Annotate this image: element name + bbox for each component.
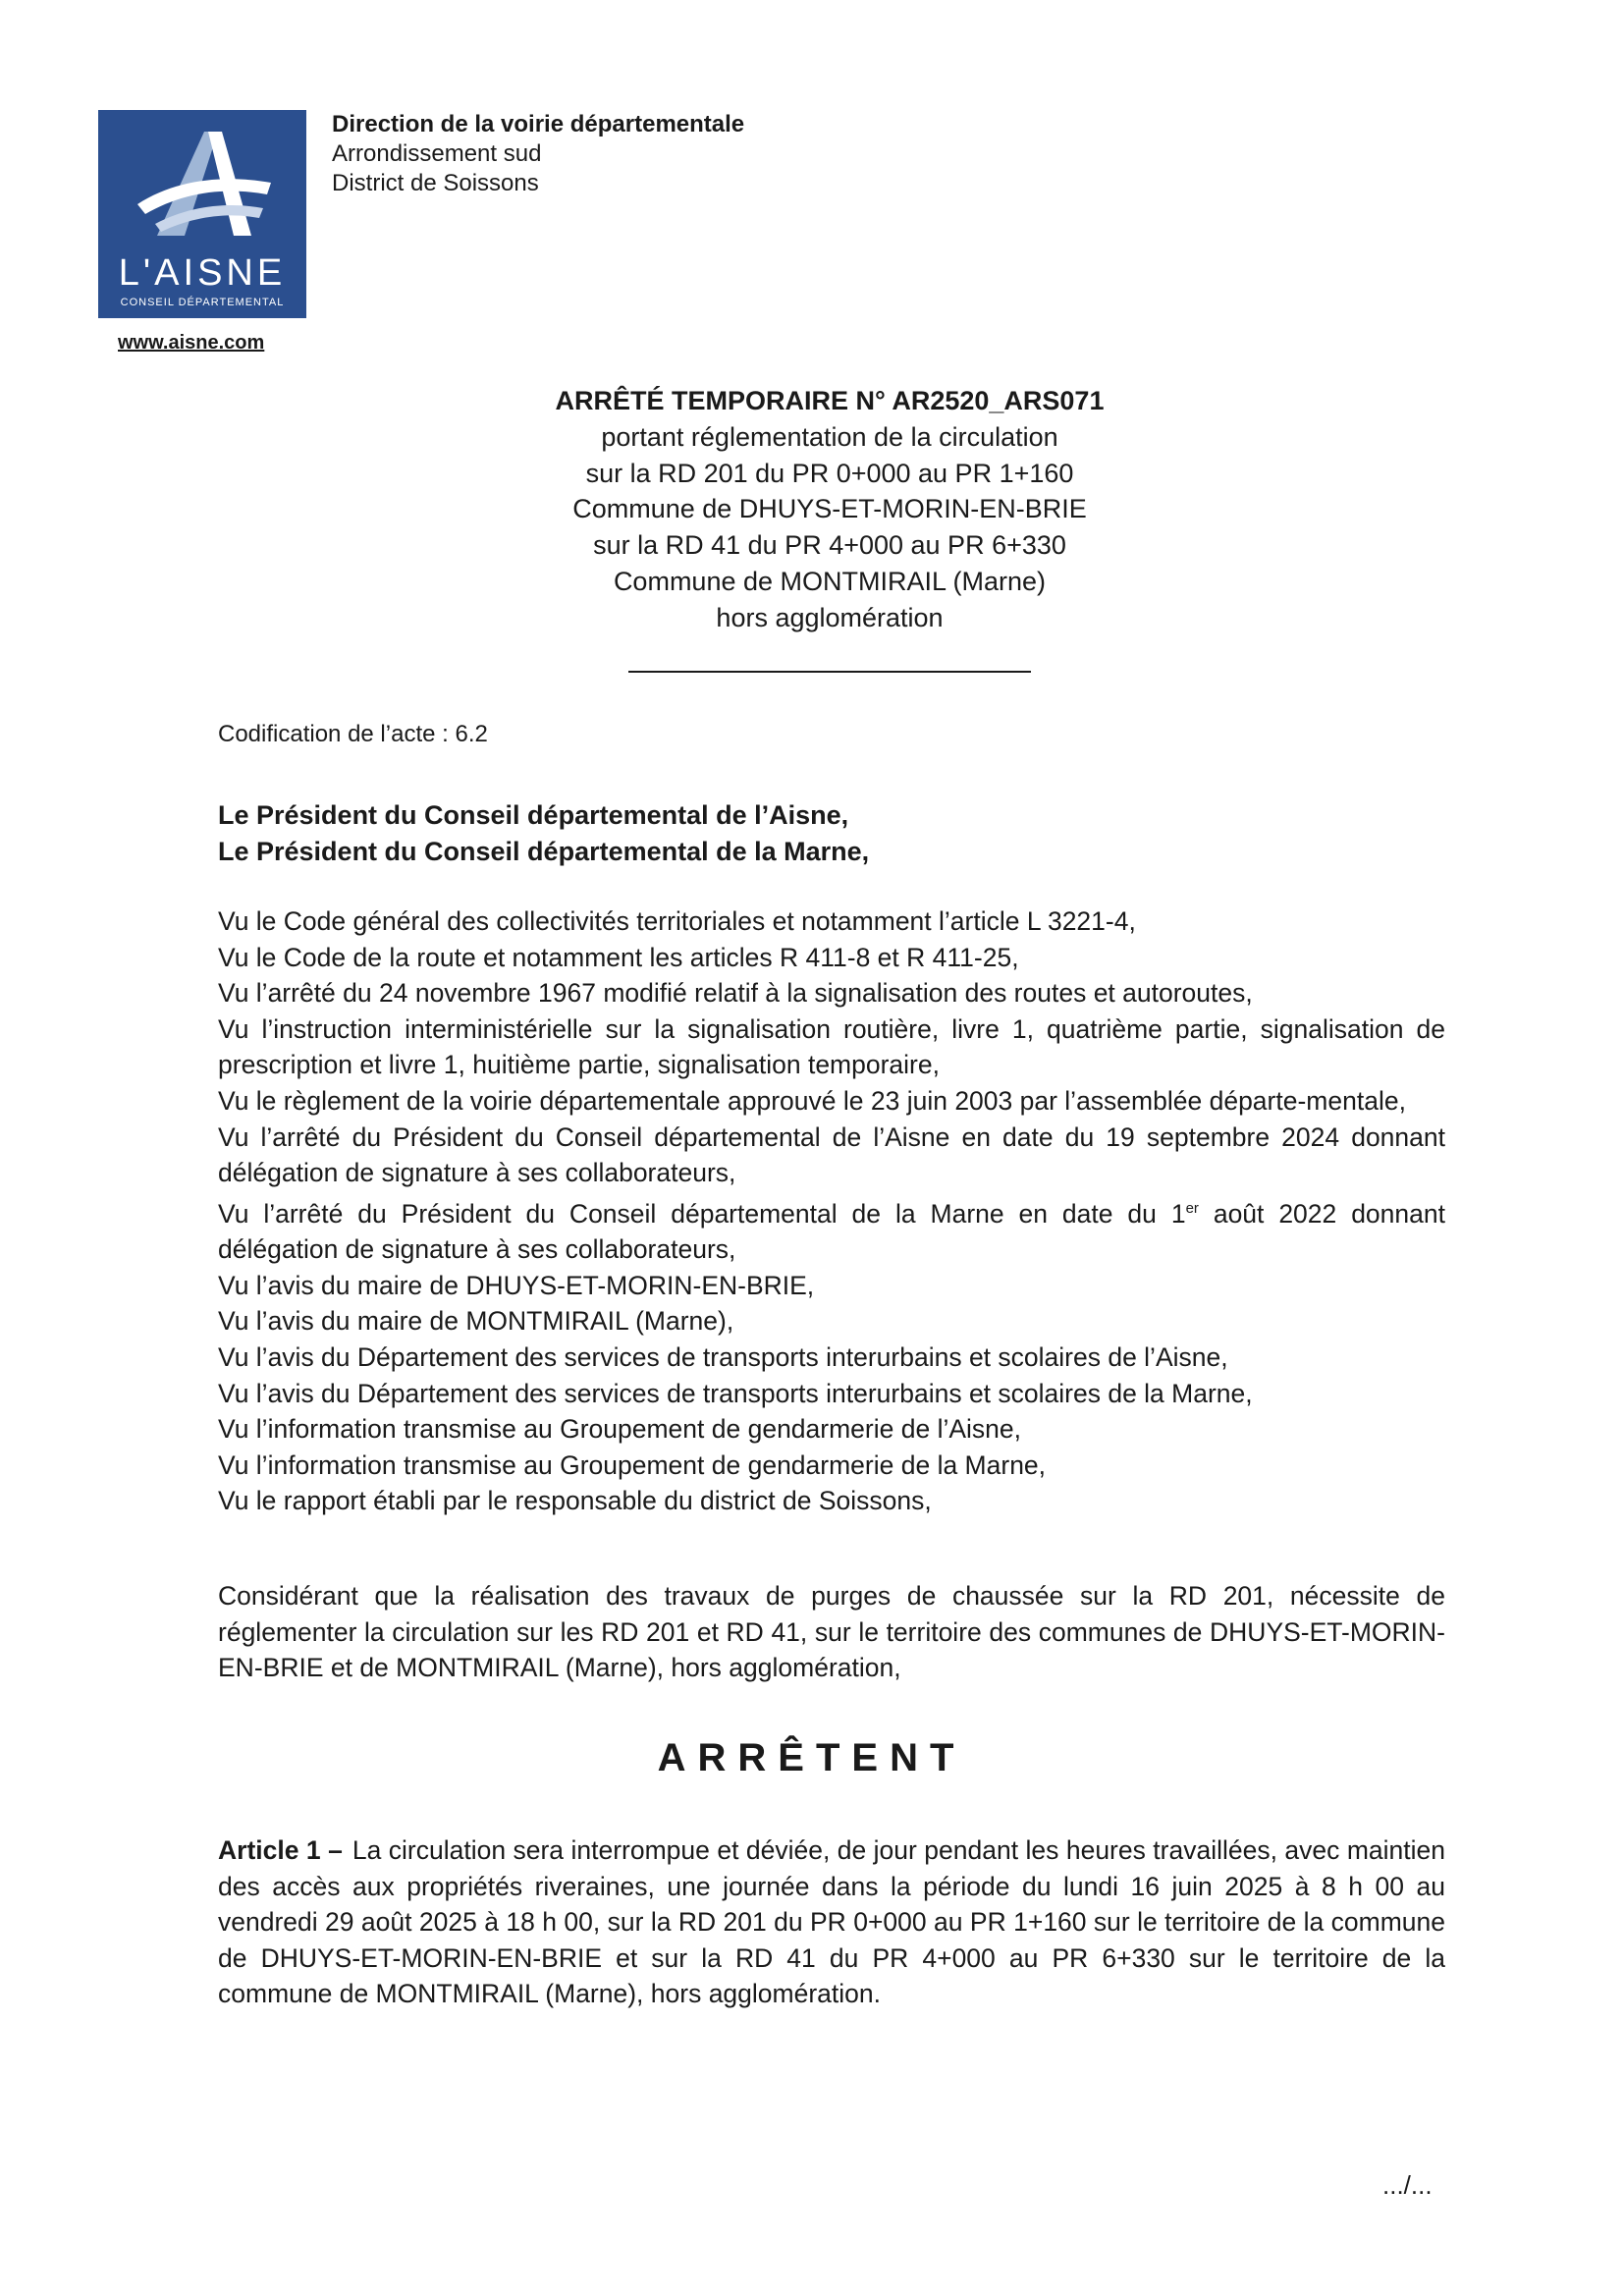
- logo-subtitle: CONSEIL DÉPARTEMENTAL: [120, 297, 285, 308]
- president-marne: Le Président du Conseil départemental de la Marne,: [218, 837, 870, 866]
- vu-clause: Vu l’information transmise au Groupement de gendarmerie de la Marne,: [218, 1449, 1047, 1480]
- vu-clause: Vu le rapport établi par le responsable du district de Soissons,: [218, 1486, 932, 1516]
- header-arrondissement: Arrondissement sud: [332, 140, 542, 167]
- decree-title-block: [437, 383, 1222, 636]
- vu-clause: Vu l’avis du maire de MONTMIRAIL (Marne),: [218, 1306, 734, 1337]
- title-line: Commune de MONTMIRAIL (Marne): [613, 566, 1047, 596]
- aisne-logo: [98, 110, 306, 318]
- logo-name: L'AISNE: [118, 252, 287, 294]
- article-1-text: La circulation sera interrompue et déviée, de jour pendant les heures travaillées, avec maintien des accès aux propriétés riveraines, une journée dans la période du lundi 16 juin 2025 à 8 h 00 au vendredi 29 août 2025 à 18 h 00, sur la RD 201 du PR 0+000 au PR 1+160 sur le territoire de la commune de DHUYS-ET-MORIN-EN-BRIE et sur la RD 41 du PR 4+000 au PR 6+330 sur le territoire de la commune de MONTMIRAIL (Marne), hors agglomération.: [218, 1835, 1445, 2009]
- decree-title: ARRÊTÉ TEMPORAIRE N° AR2520_ARS071: [555, 386, 1105, 415]
- arretent-heading: ARRÊTENT: [657, 1736, 966, 1779]
- title-line: hors agglomération: [716, 602, 944, 632]
- title-line: sur la RD 201 du PR 0+000 au PR 1+160: [585, 458, 1074, 488]
- issuer-header: [332, 110, 744, 198]
- aisne-mark-icon: [98, 110, 306, 257]
- title-line: Commune de DHUYS-ET-MORIN-EN-BRIE: [572, 494, 1087, 524]
- vu-clause: Vu l’avis du Département des services de transports interurbains et scolaires de l’Aisne,: [218, 1341, 1228, 1372]
- vu-clause: Vu l’instruction interministérielle sur la signalisation routière, livre 1, quatrième partie, signalisation de prescription et livre 1, huitième partie, signalisation temporaire,: [218, 1013, 1445, 1080]
- vu-clauses: [218, 903, 1445, 1519]
- continuation-mark: .../...: [1382, 2170, 1433, 2200]
- presidents-block: [218, 797, 869, 870]
- header-direction: Direction de la voirie départementale: [332, 111, 745, 137]
- article-1: [218, 1832, 1445, 2012]
- vu-clause: Vu l’avis du maire de DHUYS-ET-MORIN-EN-BRIE,: [218, 1270, 815, 1300]
- title-divider: [628, 671, 1031, 673]
- vu-clause: Vu l’arrêté du Président du Conseil départemental de l’Aisne en date du 19 septembre 2024 donnant délégation de signature à ses collaborateurs,: [218, 1121, 1445, 1188]
- vu-text: Vu l’arrêté du Président du Conseil départemental de la Marne en date du 1: [218, 1198, 1186, 1229]
- article-1-label: Article 1 –: [218, 1835, 343, 1865]
- title-line: portant réglementation de la circulation: [601, 421, 1058, 452]
- vu-clause: Vu l’arrêté du 24 novembre 1967 modifié relatif à la signalisation des routes et autoroutes,: [218, 978, 1253, 1009]
- considerant-clause: Considérant que la réalisation des travaux de purges de chaussée sur la RD 201, nécessite de réglementer la circulation sur les RD 201 et RD 41, sur le territoire des communes de DHUYS-ET-MORIN-EN-BRIE et de MONTMIRAIL (Marne), hors agglomération,: [218, 1581, 1445, 1683]
- title-line: sur la RD 41 du PR 4+000 au PR 6+330: [593, 530, 1066, 561]
- vu-text: août 2022 donnant délégation de signature à ses collaborateurs,: [218, 1198, 1445, 1265]
- vu-clause: Vu l’information transmise au Groupement de gendarmerie de l’Aisne,: [218, 1414, 1021, 1445]
- website-link[interactable]: www.aisne.com: [118, 332, 265, 354]
- ordinal-sup: er: [1185, 1199, 1199, 1217]
- vu-clause: Vu le règlement de la voirie départementale approuvé le 23 juin 2003 par l’assemblée départe-mentale,: [218, 1085, 1406, 1116]
- header-district: District de Soissons: [332, 170, 539, 196]
- president-aisne: Le Président du Conseil départemental de l’Aisne,: [218, 800, 849, 830]
- vu-clause: Vu le Code de la route et notamment les articles R 411-8 et R 411-25,: [218, 942, 1019, 972]
- act-codification: Codification de l’acte : 6.2: [218, 721, 488, 747]
- vu-clause: Vu l’avis du Département des services de transports interurbains et scolaires de la Marne,: [218, 1378, 1253, 1408]
- vu-clause: Vu le Code général des collectivités territoriales et notamment l’article L 3221-4,: [218, 906, 1136, 936]
- vu-clause-marne-delegation: [218, 1191, 1445, 1268]
